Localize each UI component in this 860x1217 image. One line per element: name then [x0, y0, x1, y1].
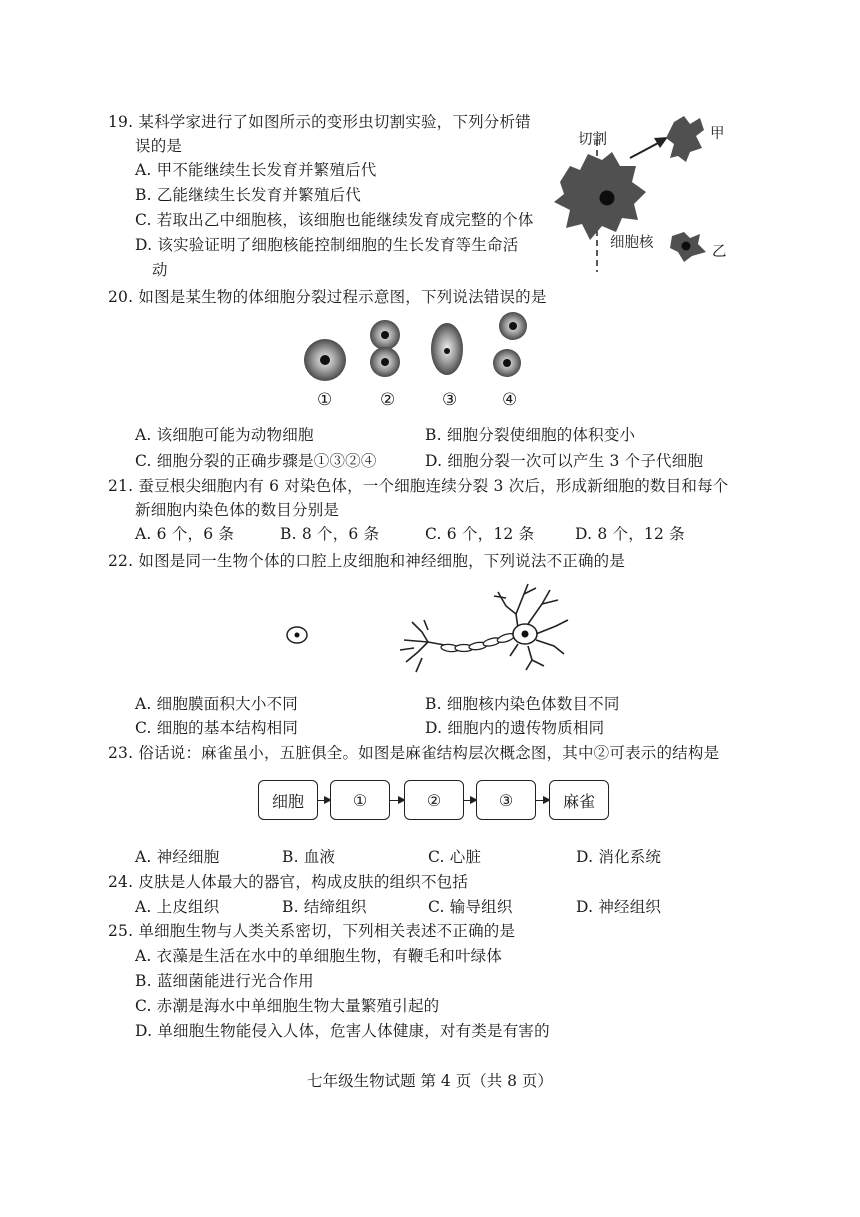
q21-option-d: D. 8 个，12 条: [575, 525, 685, 543]
q25-stem: 25. 单细胞生物与人类关系密切，下列相关表述不正确的是: [108, 922, 516, 940]
q21-option-c: C. 6 个，12 条: [425, 525, 535, 543]
q19-stem-line1: 19. 某科学家进行了如图所示的变形虫切割实验，下列分析错: [108, 113, 531, 131]
stage-label-4: ④: [502, 390, 518, 410]
q22-option-c: C. 细胞的基本结构相同: [135, 719, 299, 737]
q19-stem-line2: 误的是: [135, 137, 183, 155]
concept-arrow-1: [318, 800, 330, 801]
stage-label-2: ②: [380, 390, 396, 410]
epithelial-cell-figure: [285, 625, 311, 645]
q22-option-b: B. 细胞核内染色体数目不同: [425, 695, 620, 713]
arrow-line: [630, 142, 660, 158]
stage-label-3: ③: [442, 390, 458, 410]
arrow-head: [654, 137, 668, 148]
concept-box-3: ③: [476, 780, 536, 820]
cell-stage-4: [493, 312, 527, 377]
neuron-nucleus: [522, 631, 529, 638]
cell-stage-3: [431, 323, 463, 375]
q20-option-a: A. 该细胞可能为动物细胞: [135, 426, 314, 444]
q23-option-b: B. 血液: [282, 848, 336, 866]
q21-option-b: B. 8 个，6 条: [280, 525, 380, 543]
fragment-yi-nucleus: [682, 242, 691, 251]
q19-option-d-line2: 动: [152, 261, 168, 279]
amoeba-nucleus: [600, 191, 615, 206]
concept-box-2: ②: [404, 780, 464, 820]
q23-stem: 23. 俗话说：麻雀虽小，五脏俱全。如图是麻雀结构层次概念图，其中②可表示的结构是: [108, 744, 720, 762]
q24-option-d: D. 神经组织: [576, 898, 662, 916]
q19-option-d-line1: D. 该实验证明了细胞核能控制细胞的生长发育等生命活: [135, 236, 519, 254]
q20-stem: 20. 如图是某生物的体细胞分裂过程示意图，下列说法错误的是: [108, 288, 547, 306]
q25-option-c: C. 赤潮是海水中单细胞生物大量繁殖引起的: [135, 997, 440, 1015]
figure-label-nucleus: 细胞核: [610, 235, 654, 251]
q24-option-a: A. 上皮组织: [135, 898, 220, 916]
q24-option-c: C. 输导组织: [428, 898, 513, 916]
q20-option-b: B. 细胞分裂使细胞的体积变小: [425, 426, 636, 444]
cell-stage-2: [370, 320, 400, 377]
q25-option-a: A. 衣藻是生活在水中的单细胞生物，有鞭毛和叶绿体: [135, 947, 503, 965]
q23-option-a: A. 神经细胞: [135, 848, 220, 866]
q25-option-d: D. 单细胞生物能侵入人体，危害人体健康，对有类是有害的: [135, 1022, 550, 1040]
fragment-jia: [666, 116, 704, 162]
concept-arrow-4: [536, 800, 549, 801]
stage-label-1: ①: [317, 390, 333, 410]
q22-option-a: A. 细胞膜面积大小不同: [135, 695, 298, 713]
figure-label-cut: 切割: [578, 132, 607, 148]
page-footer: 七年级生物试题 第 4 页（共 8 页）: [307, 1072, 553, 1090]
q20-option-d: D. 细胞分裂一次可以产生 3 个子代细胞: [425, 452, 704, 470]
q25-option-b: B. 蓝细菌能进行光合作用: [135, 972, 314, 990]
q23-option-c: C. 心脏: [428, 848, 482, 866]
concept-arrow-3: [464, 800, 476, 801]
cell-stage-1: [304, 339, 346, 381]
q19-option-c: C. 若取出乙中细胞核，该细胞也能继续发育成完整的个体: [135, 211, 534, 229]
figure-label-yi: 乙: [712, 244, 727, 260]
concept-box-cell: 细胞: [258, 780, 318, 820]
concept-box-sparrow: 麻雀: [549, 780, 609, 820]
q22-option-d: D. 细胞内的遗传物质相同: [425, 719, 605, 737]
q19-option-a: A. 甲不能继续生长发育并繁殖后代: [135, 161, 377, 179]
q20-option-c: C. 细胞分裂的正确步骤是①③②④: [135, 452, 377, 470]
q21-stem-line2: 新细胞内染色体的数目分别是: [135, 501, 340, 519]
concept-box-1: ①: [330, 780, 390, 820]
concept-arrow-2: [390, 800, 404, 801]
q24-stem: 24. 皮肤是人体最大的器官，构成皮肤的组织不包括: [108, 873, 469, 891]
q21-stem-line1: 21. 蚕豆根尖细胞内有 6 对染色体，一个细胞连续分裂 3 次后，形成新细胞的数目和每个: [108, 477, 729, 495]
q23-option-d: D. 消化系统: [576, 848, 662, 866]
cell-division-figure: [285, 305, 565, 395]
q19-option-b: B. 乙能继续生长发育并繁殖后代: [135, 186, 361, 204]
q21-option-a: A. 6 个，6 条: [135, 525, 235, 543]
figure-label-jia: 甲: [710, 126, 725, 142]
q22-stem: 22. 如图是同一生物个体的口腔上皮细胞和神经细胞，下列说法不正确的是: [108, 552, 626, 570]
q24-option-b: B. 结缔组织: [282, 898, 367, 916]
neuron-figure: [398, 580, 573, 672]
